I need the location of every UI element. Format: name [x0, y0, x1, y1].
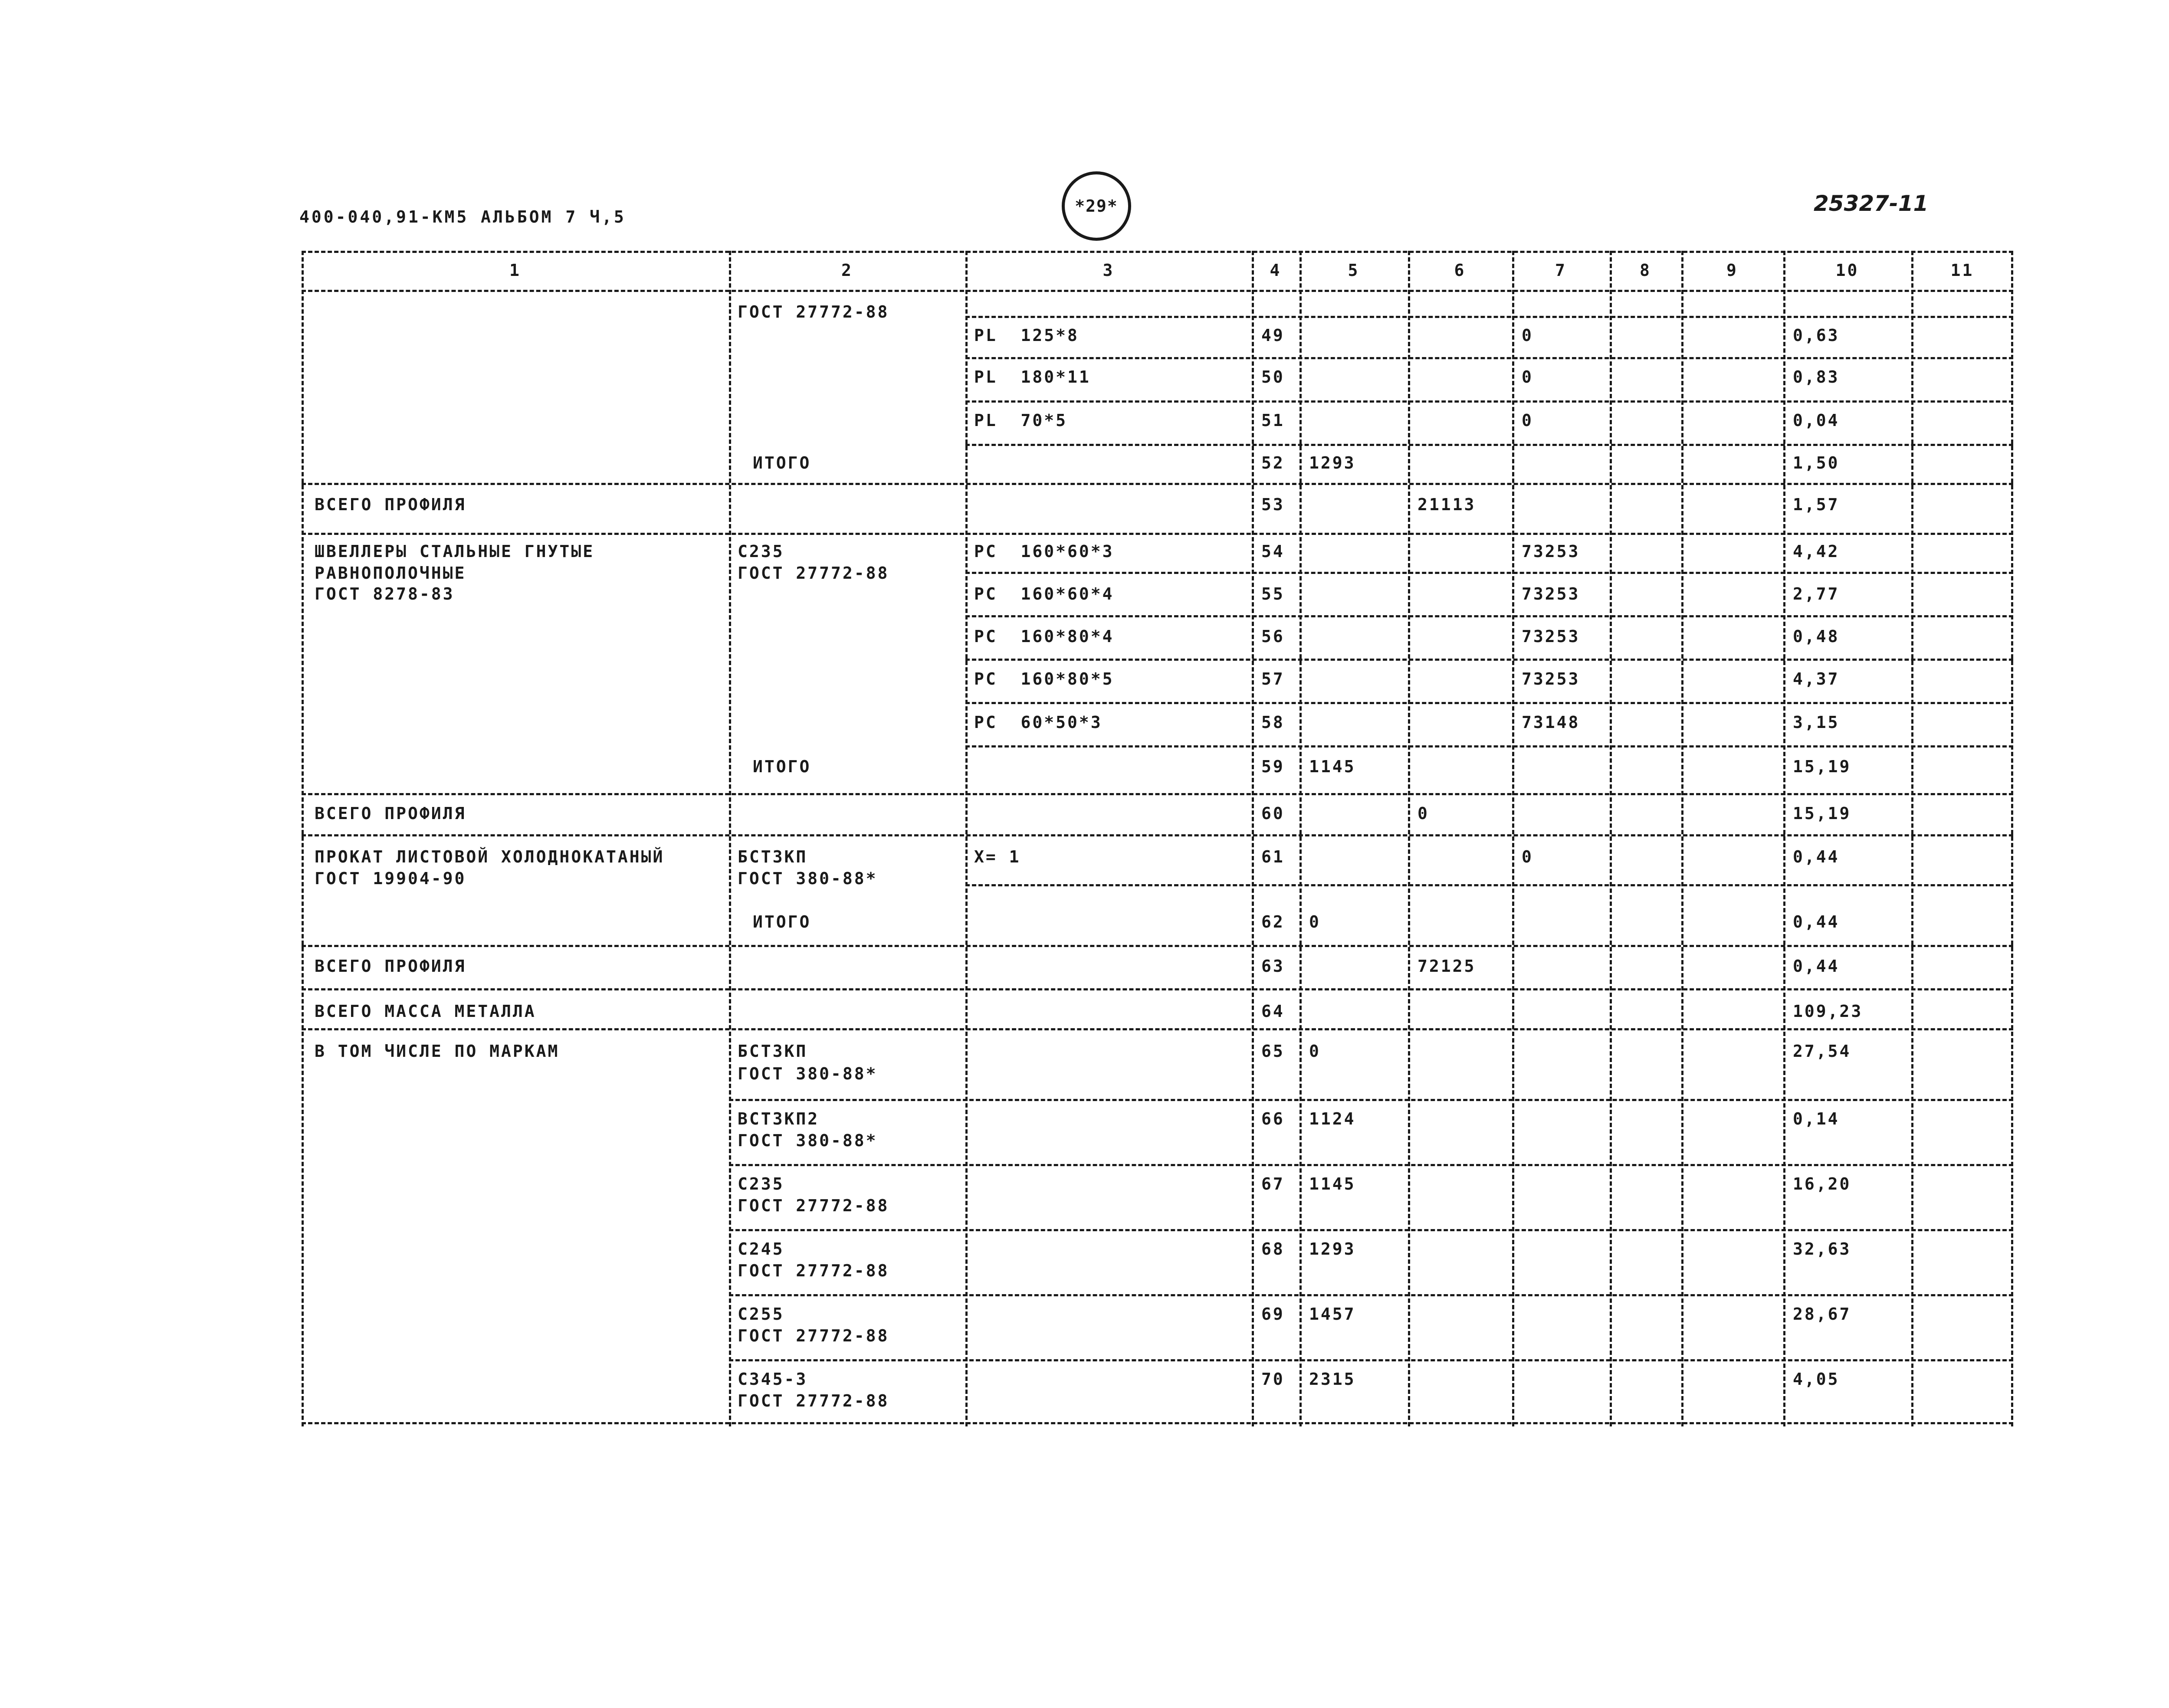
row-separator — [965, 400, 2013, 403]
table-cell-col4: 53 — [1261, 495, 1285, 514]
table-cell-col10: 4,37 — [1793, 669, 1840, 688]
table-cell-col3: РС 160*80*4 — [974, 627, 1114, 646]
table-cell-col7: 73253 — [1522, 669, 1580, 688]
table-cell-col4: 66 — [1261, 1109, 1285, 1128]
table-cell-col2: ИТОГО — [753, 912, 811, 931]
specification-table — [302, 251, 2013, 1426]
table-cell-col4: 67 — [1261, 1174, 1285, 1193]
table-cell-col2: ИТОГО — [753, 757, 811, 776]
table-cell-col5: 1457 — [1309, 1305, 1356, 1324]
table-cell-col5: 0 — [1309, 1042, 1321, 1061]
row-separator — [965, 444, 2013, 446]
table-cell-col6: 72125 — [1418, 957, 1476, 976]
table-cell-col2: С235 — [738, 1174, 784, 1193]
row-separator — [302, 945, 2013, 947]
table-cell-col1: ВСЕГО МАССА МЕТАЛЛА — [315, 1002, 536, 1021]
table-cell-col7: 0 — [1522, 411, 1533, 430]
table-cell-col4: 56 — [1261, 627, 1285, 646]
table-cell-col4: 59 — [1261, 757, 1285, 776]
row-separator — [302, 793, 2013, 795]
table-cell-col4: 51 — [1261, 411, 1285, 430]
column-header-5: 5 — [1348, 261, 1360, 280]
column-header-8: 8 — [1640, 261, 1651, 280]
table-cell-col10: 1,57 — [1793, 495, 1840, 514]
table-cell-col2: ГОСТ 27772-88 — [738, 1196, 889, 1215]
table-cell-col3: РС 60*50*3 — [974, 713, 1103, 732]
table-cell-col4: 61 — [1261, 847, 1285, 866]
column-header-1: 1 — [509, 261, 521, 280]
row-separator — [302, 1422, 2013, 1424]
column-header-3: 3 — [1103, 261, 1115, 280]
table-cell-col10: 0,44 — [1793, 957, 1840, 976]
row-separator — [965, 659, 2013, 661]
page-number-label: *29* — [1075, 197, 1118, 216]
table-cell-col5: 1293 — [1309, 1239, 1356, 1259]
table-cell-col3: РС 160*60*3 — [974, 542, 1114, 561]
table-cell-col7: 73253 — [1522, 584, 1580, 603]
row-separator — [729, 1164, 2013, 1166]
column-header-10: 10 — [1835, 261, 1859, 280]
table-cell-col10: 28,67 — [1793, 1305, 1851, 1324]
table-cell-col2: ВСТ3КП2 — [738, 1109, 820, 1128]
table-cell-col3: PL 180*11 — [974, 367, 1091, 387]
table-cell-col4: 64 — [1261, 1002, 1285, 1021]
column-separator — [1783, 251, 1785, 1426]
column-header-4: 4 — [1270, 261, 1282, 280]
table-cell-col3: PL 125*8 — [974, 326, 1079, 345]
row-separator — [729, 1359, 2013, 1361]
document-id: 25327-11 — [1814, 191, 1929, 216]
table-cell-col4: 70 — [1261, 1370, 1285, 1389]
table-cell-col6: 21113 — [1418, 495, 1476, 514]
table-cell-col10: 15,19 — [1793, 804, 1851, 823]
table-cell-col1: ПРОКАТ ЛИСТОВОЙ ХОЛОДНОКАТАНЫЙ — [315, 847, 665, 866]
row-separator — [965, 702, 2013, 704]
table-cell-col5: 0 — [1309, 912, 1321, 931]
table-cell-col5: 1293 — [1309, 453, 1356, 472]
table-cell-col1: ГОСТ 19904-90 — [315, 869, 466, 888]
row-separator — [965, 572, 2013, 574]
column-separator — [729, 251, 731, 1426]
table-cell-col10: 0,83 — [1793, 367, 1840, 387]
table-cell-col2: ГОСТ 380-88* — [738, 1131, 878, 1150]
table-cell-col10: 3,15 — [1793, 713, 1840, 732]
table-cell-col3: РС 160*60*4 — [974, 584, 1114, 603]
table-cell-col4: 50 — [1261, 367, 1285, 387]
row-separator — [729, 1099, 2013, 1101]
table-cell-col10: 0,48 — [1793, 627, 1840, 646]
table-cell-col1: РАВНОПОЛОЧНЫЕ — [315, 564, 466, 583]
table-cell-col7: 73148 — [1522, 713, 1580, 732]
table-cell-col2: ГОСТ 27772-88 — [738, 1326, 889, 1345]
table-cell-col10: 16,20 — [1793, 1174, 1851, 1193]
row-separator — [729, 1294, 2013, 1296]
table-cell-col4: 65 — [1261, 1042, 1285, 1061]
row-separator — [965, 615, 2013, 617]
table-cell-col4: 60 — [1261, 804, 1285, 823]
column-separator — [1252, 251, 1254, 1426]
column-separator — [1681, 251, 1683, 1426]
table-cell-col2: ГОСТ 27772-88 — [738, 302, 889, 321]
table-cell-col3: РС 160*80*5 — [974, 669, 1114, 688]
table-cell-col10: 4,42 — [1793, 542, 1840, 561]
table-cell-col10: 0,44 — [1793, 847, 1840, 866]
table-cell-col3: Х= 1 — [974, 847, 1021, 866]
table-cell-col10: 2,77 — [1793, 584, 1840, 603]
table-cell-col1: ВСЕГО ПРОФИЛЯ — [315, 804, 466, 823]
column-separator — [965, 251, 968, 1426]
table-cell-col2: ИТОГО — [753, 453, 811, 472]
table-cell-col10: 32,63 — [1793, 1239, 1851, 1259]
table-cell-col3: PL 70*5 — [974, 411, 1068, 430]
table-cell-col2: С255 — [738, 1305, 784, 1324]
table-cell-col4: 68 — [1261, 1239, 1285, 1259]
table-cell-col4: 54 — [1261, 542, 1285, 561]
table-cell-col6: 0 — [1418, 804, 1429, 823]
table-cell-col4: 55 — [1261, 584, 1285, 603]
column-header-6: 6 — [1454, 261, 1466, 280]
table-cell-col5: 2315 — [1309, 1370, 1356, 1389]
table-cell-col10: 0,14 — [1793, 1109, 1840, 1128]
row-separator — [302, 1028, 2013, 1030]
row-separator — [965, 884, 2013, 886]
table-cell-col2: ГОСТ 27772-88 — [738, 1261, 889, 1280]
page-number — [1062, 171, 1131, 241]
table-cell-col2: ГОСТ 27772-88 — [738, 1391, 889, 1410]
table-cell-col7: 0 — [1522, 326, 1533, 345]
row-separator — [302, 533, 2013, 535]
table-cell-col2: ГОСТ 380-88* — [738, 869, 878, 888]
table-cell-col10: 27,54 — [1793, 1042, 1851, 1061]
table-cell-col2: С245 — [738, 1239, 784, 1259]
column-separator — [1299, 251, 1302, 1426]
row-separator — [302, 988, 2013, 990]
table-cell-col7: 73253 — [1522, 542, 1580, 561]
table-cell-col10: 109,23 — [1793, 1002, 1863, 1021]
table-cell-col10: 0,63 — [1793, 326, 1840, 345]
table-cell-col10: 15,19 — [1793, 757, 1851, 776]
table-cell-col4: 57 — [1261, 669, 1285, 688]
table-cell-col10: 1,50 — [1793, 453, 1840, 472]
table-cell-col10: 0,44 — [1793, 912, 1840, 931]
row-separator — [302, 483, 2013, 485]
row-separator — [965, 745, 2013, 747]
table-cell-col2: БСТ3КП — [738, 1042, 808, 1061]
table-cell-col7: 0 — [1522, 847, 1533, 866]
document-code: 400-040,91-КМ5 АЛЬБОМ 7 Ч,5 — [299, 207, 626, 226]
table-cell-col1: В ТОМ ЧИСЛЕ ПО МАРКАМ — [315, 1042, 560, 1061]
table-cell-col1: ВСЕГО ПРОФИЛЯ — [315, 495, 466, 514]
table-cell-col2: ГОСТ 27772-88 — [738, 564, 889, 583]
table-cell-col2: БСТ3КП — [738, 847, 808, 866]
row-separator — [302, 251, 2013, 253]
column-separator — [1610, 251, 1612, 1426]
table-cell-col2: ГОСТ 380-88* — [738, 1064, 878, 1083]
table-cell-col2: С235 — [738, 542, 784, 561]
table-cell-col10: 0,04 — [1793, 411, 1840, 430]
column-separator — [1408, 251, 1410, 1426]
table-cell-col7: 73253 — [1522, 627, 1580, 646]
table-cell-col10: 4,05 — [1793, 1370, 1840, 1389]
table-cell-col1: ВСЕГО ПРОФИЛЯ — [315, 957, 466, 976]
row-separator — [729, 1229, 2013, 1231]
column-header-9: 9 — [1726, 261, 1738, 280]
table-cell-col5: 1124 — [1309, 1109, 1356, 1128]
column-header-7: 7 — [1555, 261, 1567, 280]
table-cell-col4: 58 — [1261, 713, 1285, 732]
column-separator — [1911, 251, 1913, 1426]
table-cell-col7: 0 — [1522, 367, 1533, 387]
table-cell-col4: 49 — [1261, 326, 1285, 345]
table-cell-col1: ШВЕЛЛЕРЫ СТАЛЬНЫЕ ГНУТЫЕ — [315, 542, 595, 561]
column-header-2: 2 — [841, 261, 853, 280]
table-cell-col4: 52 — [1261, 453, 1285, 472]
column-header-11: 11 — [1950, 261, 1974, 280]
table-cell-col4: 63 — [1261, 957, 1285, 976]
table-cell-col1: ГОСТ 8278-83 — [315, 584, 455, 603]
column-separator — [1512, 251, 1514, 1426]
row-separator — [302, 290, 2013, 292]
row-separator — [965, 316, 2013, 318]
column-separator — [302, 251, 304, 1426]
table-cell-col4: 62 — [1261, 912, 1285, 931]
row-separator — [302, 834, 2013, 836]
table-cell-col5: 1145 — [1309, 757, 1356, 776]
table-cell-col2: С345-3 — [738, 1370, 808, 1389]
row-separator — [965, 357, 2013, 359]
column-separator — [2011, 251, 2013, 1426]
table-cell-col4: 69 — [1261, 1305, 1285, 1324]
table-cell-col5: 1145 — [1309, 1174, 1356, 1193]
